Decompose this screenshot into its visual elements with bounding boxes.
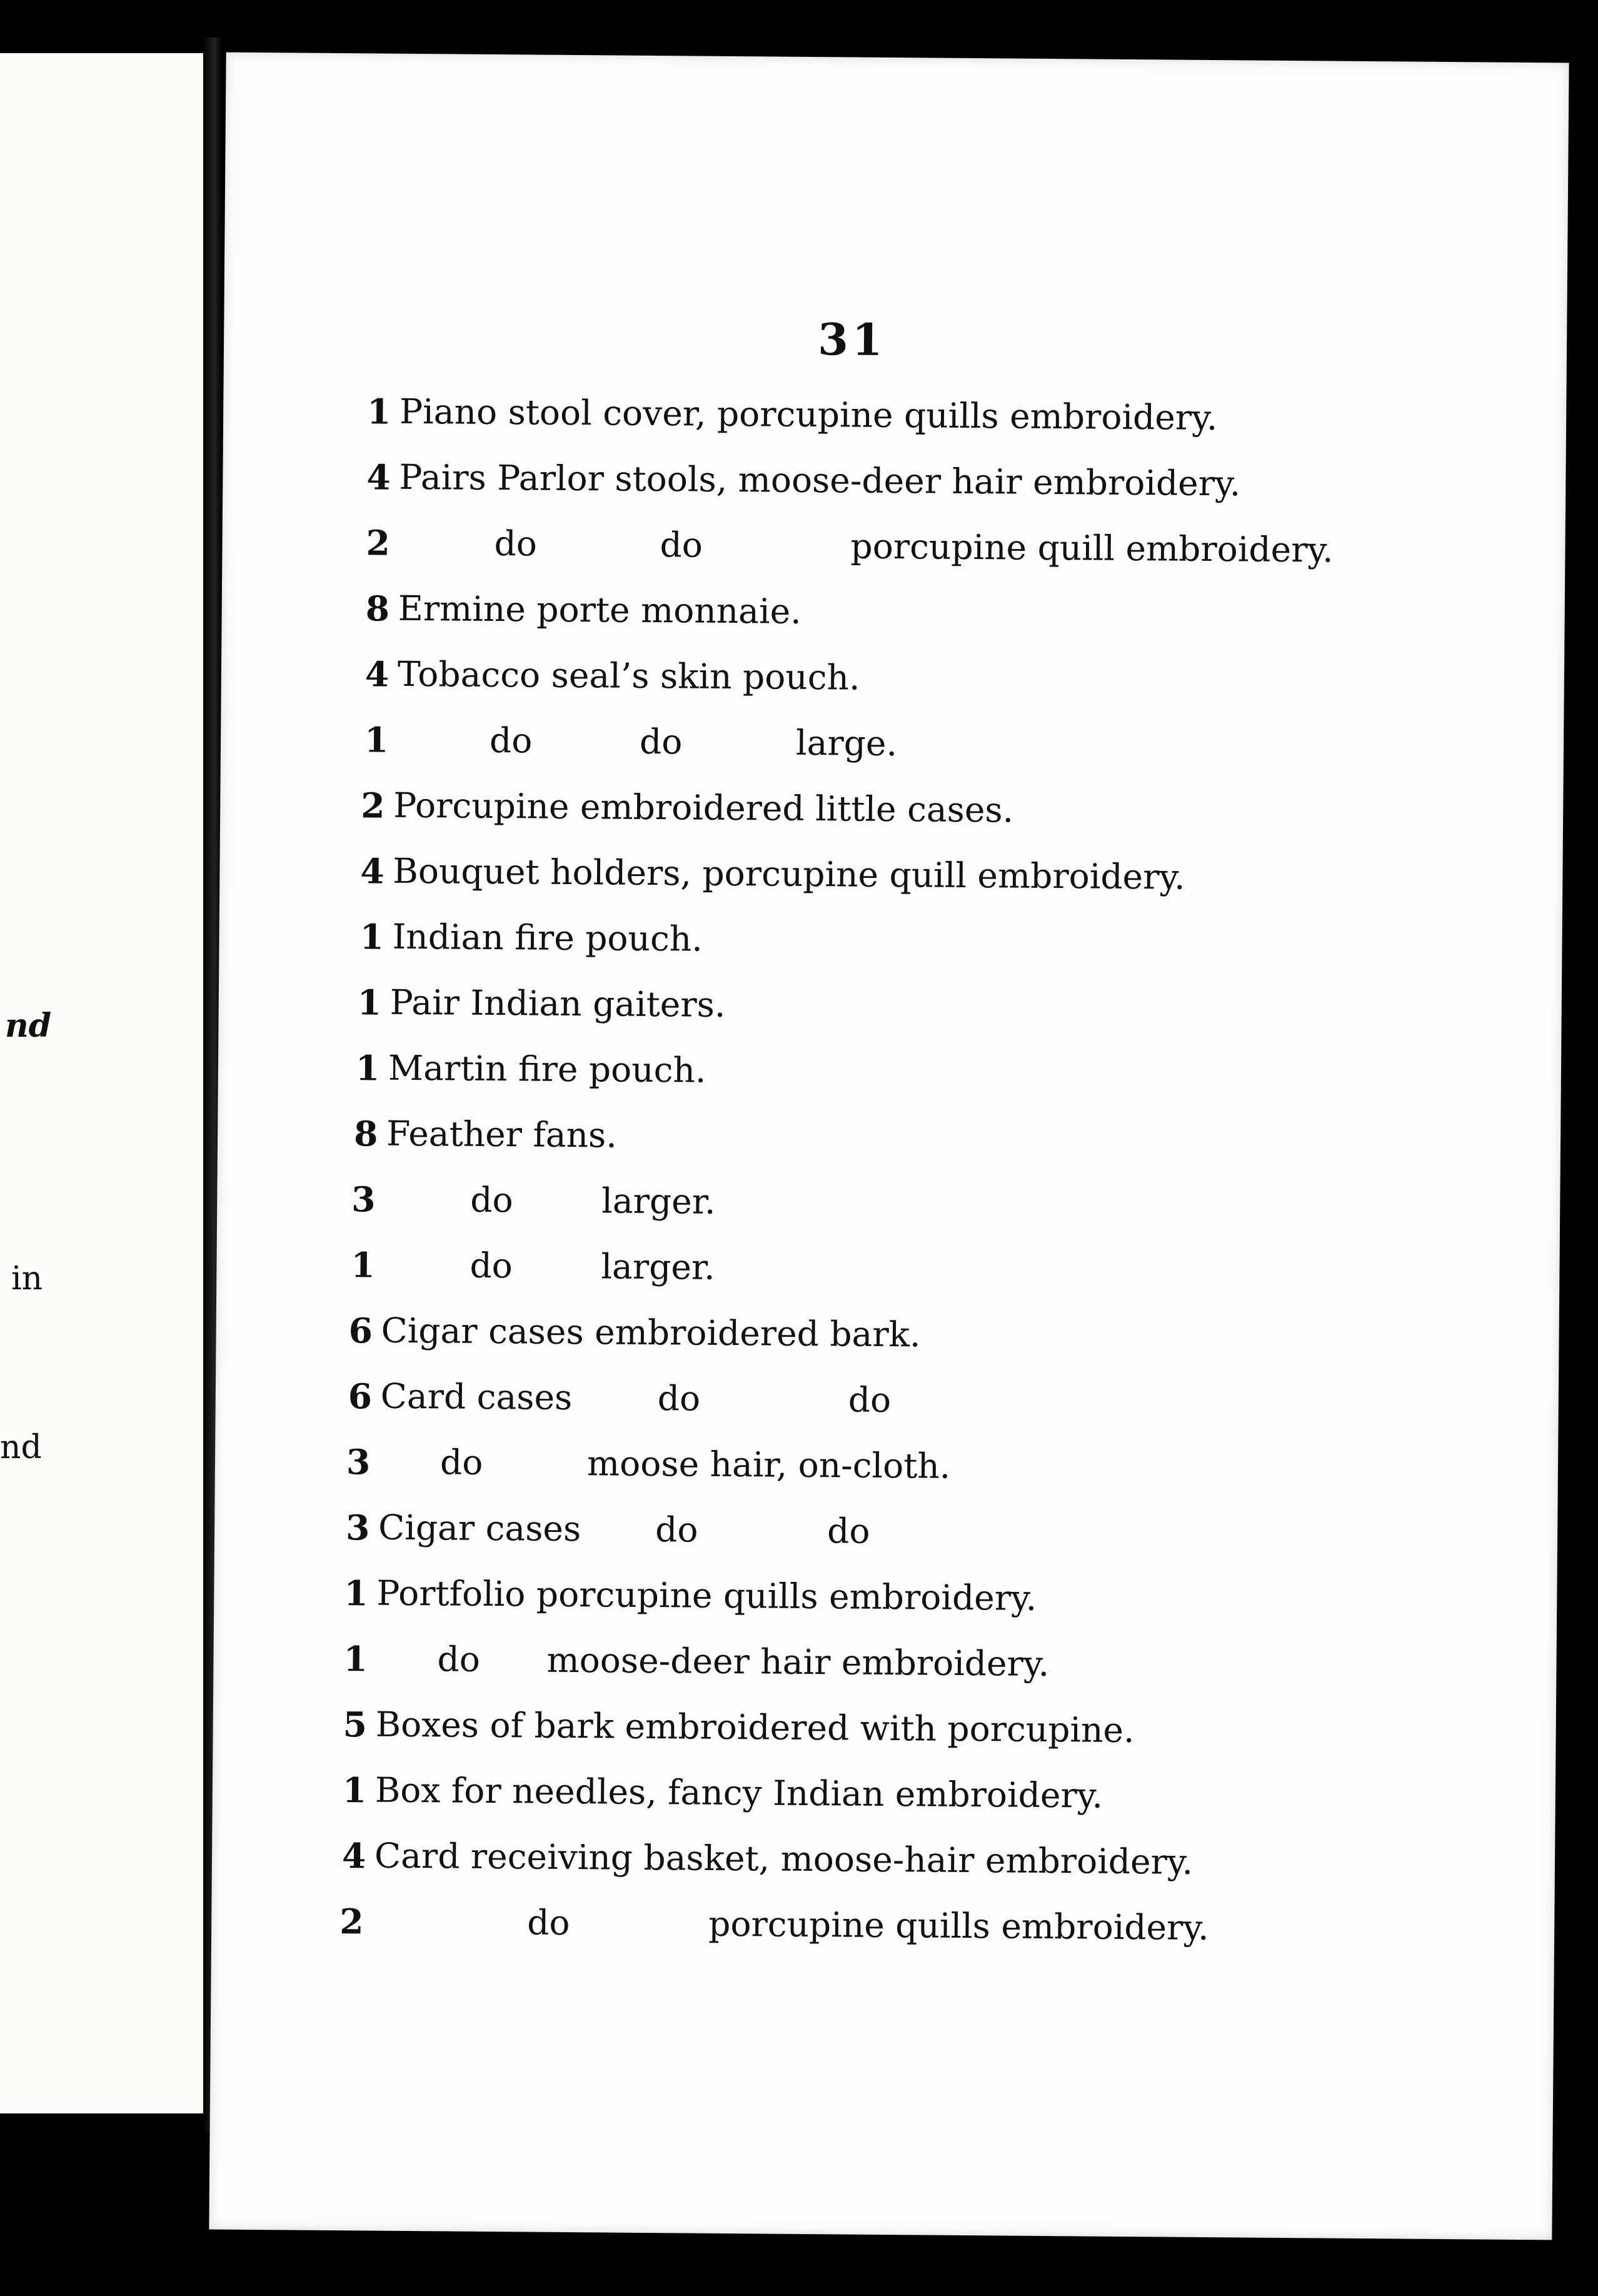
- item-description: porcupine quills embroidery.: [708, 1903, 1209, 1948]
- list-item: [343, 1638, 1050, 1694]
- item-ditto: do: [470, 1245, 513, 1286]
- left-page-edge: [0, 53, 203, 2113]
- left-page-fragment: nd: [5, 1007, 52, 1045]
- item-ditto: do: [660, 525, 703, 565]
- item-quantity: 4: [364, 653, 389, 695]
- item-description: Card cases: [380, 1376, 573, 1418]
- item-description: Pairs Parlor stools, moose-deer hair embroidery.: [399, 456, 1241, 504]
- list-item: [351, 1179, 716, 1235]
- list-item: [341, 1835, 1193, 1891]
- item-description: Portfolio porcupine quills embroidery.: [376, 1573, 1037, 1618]
- item-description: moose-deer hair embroidery.: [546, 1639, 1050, 1684]
- item-ditto: do: [827, 1511, 870, 1551]
- item-description: Feather fans.: [386, 1113, 617, 1156]
- item-quantity: 2: [366, 522, 391, 563]
- inventory-list: [209, 53, 1569, 2240]
- item-ditto: do: [489, 720, 533, 761]
- item-quantity: 5: [343, 1704, 368, 1745]
- item-quantity: 1: [366, 391, 391, 432]
- list-item: [359, 916, 703, 972]
- item-quantity: 4: [341, 1835, 366, 1876]
- list-item: [346, 1441, 951, 1498]
- item-description: Bouquet holders, porcupine quill embroidery.: [393, 850, 1185, 897]
- list-item: [348, 1310, 921, 1366]
- item-quantity: 1: [364, 719, 389, 760]
- list-item: [366, 456, 1241, 513]
- item-quantity: 2: [361, 785, 385, 826]
- item-quantity: 4: [360, 850, 384, 892]
- list-item: [365, 588, 802, 644]
- item-quantity: 1: [357, 982, 382, 1023]
- item-quantity: 3: [346, 1441, 371, 1483]
- item-description: Card receiving basket, moose-hair embroidery.: [374, 1835, 1193, 1882]
- item-description: Pair Indian gaiters.: [389, 982, 726, 1025]
- item-quantity: 8: [365, 588, 390, 629]
- list-item: [360, 850, 1185, 907]
- item-description: porcupine quill embroidery.: [850, 526, 1334, 570]
- left-page-fragment: in: [11, 1260, 43, 1297]
- item-quantity: 1: [342, 1770, 367, 1811]
- item-description: Piano stool cover, porcupine quills embroidery.: [399, 391, 1218, 438]
- item-quantity: 8: [353, 1113, 378, 1154]
- item-ditto: do: [639, 721, 683, 762]
- item-description: large.: [795, 722, 898, 764]
- item-description: moose hair, on-cloth.: [586, 1443, 951, 1486]
- item-ditto: do: [848, 1379, 892, 1421]
- item-ditto: do: [526, 1902, 570, 1943]
- item-quantity: 3: [345, 1507, 370, 1548]
- item-description: Porcupine embroidered little cases.: [393, 785, 1014, 830]
- item-description: Cigar cases embroidered bark.: [381, 1310, 921, 1355]
- item-ditto: do: [655, 1509, 698, 1550]
- list-item: [357, 982, 726, 1038]
- list-item: [366, 391, 1218, 447]
- item-quantity: 3: [351, 1179, 376, 1220]
- item-description: Boxes of bark embroidered with porcupine.: [375, 1704, 1135, 1751]
- left-page-fragment: nd: [0, 1429, 42, 1466]
- item-ditto: do: [440, 1442, 483, 1483]
- list-item: [364, 719, 898, 775]
- item-quantity: 1: [359, 916, 384, 957]
- item-description: larger.: [601, 1181, 716, 1222]
- item-quantity: 6: [348, 1310, 373, 1351]
- item-description: Ermine porte monnaie.: [398, 588, 802, 632]
- item-description: Cigar cases: [378, 1507, 581, 1549]
- list-item: [364, 653, 860, 710]
- item-description: Box for needles, fancy Indian embroidery.: [374, 1770, 1103, 1816]
- item-description: Tobacco seal’s skin pouch.: [397, 653, 860, 698]
- item-quantity: 1: [355, 1047, 380, 1089]
- page-number: 31: [817, 313, 887, 366]
- item-quantity: 2: [339, 1901, 364, 1942]
- item-ditto: do: [437, 1639, 481, 1679]
- item-description: Indian fire pouch.: [392, 916, 703, 959]
- item-quantity: 4: [366, 456, 391, 498]
- item-quantity: 6: [348, 1376, 373, 1417]
- item-ditto: do: [470, 1179, 513, 1221]
- item-quantity: 1: [344, 1573, 368, 1614]
- list-item: [339, 1901, 1209, 1957]
- main-page: [209, 53, 1569, 2240]
- item-quantity: 1: [351, 1244, 376, 1286]
- item-description: larger.: [601, 1246, 715, 1287]
- item-ditto: do: [494, 523, 538, 564]
- item-quantity: 1: [343, 1638, 368, 1679]
- item-description: Martin fire pouch.: [388, 1047, 706, 1090]
- item-ditto: do: [657, 1378, 701, 1419]
- list-item: [342, 1770, 1103, 1826]
